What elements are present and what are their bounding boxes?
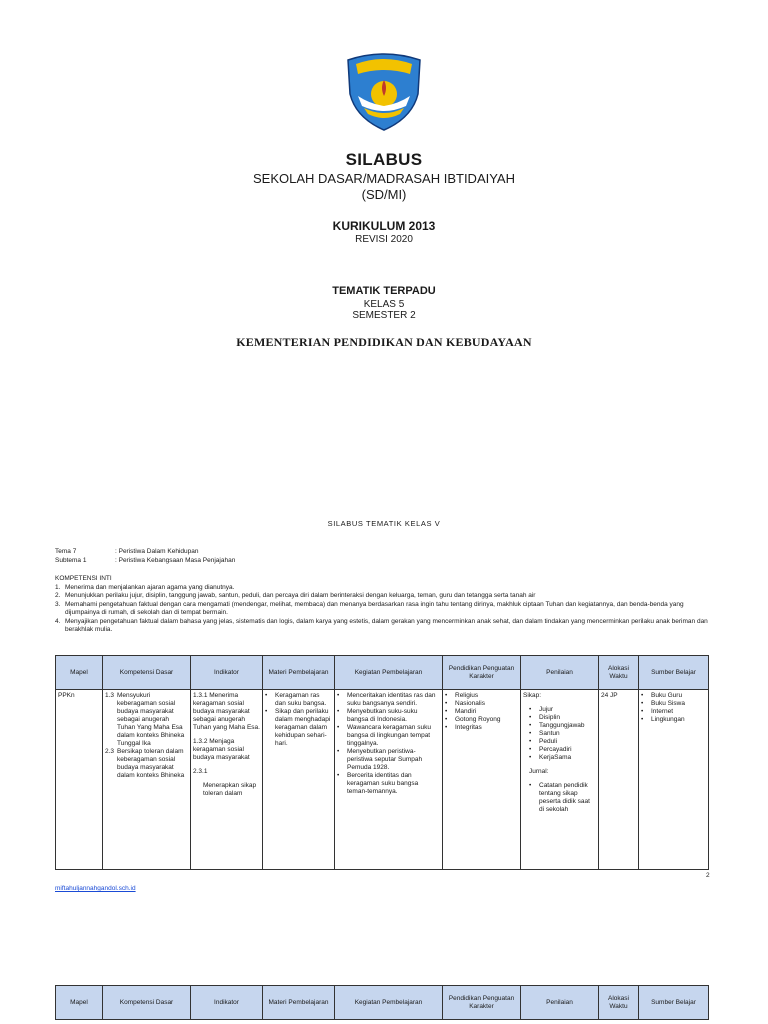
header-karakter: Pendidikan Penguatan Karakter <box>443 656 521 690</box>
school-level: SEKOLAH DASAR/MADRASAH IBTIDAIYAH <box>253 171 515 186</box>
subtheme-value: : Peristiwa Kebangsaan Masa Penjajahan <box>115 556 236 564</box>
header-kompetensi-dasar: Kompetensi Dasar <box>103 986 191 1020</box>
core-competency-item: 1. Menerima dan menjalankan ajaran agama yang dianutnya. <box>55 583 235 591</box>
cell-penilaian: Sikap: • Jujur • Disiplin • Tanggungjawab • Santun • Peduli • Percayadiri • KerjaSama Jurnal: • Catatan pendidik tentang sikap peserta didik saat di sekolah <box>521 690 599 870</box>
theme-value: : Peristiwa Dalam Kehidupan <box>115 548 199 555</box>
header-alokasi: Alokasi Waktu <box>599 656 639 690</box>
header-sumber: Sumber Belajar <box>639 986 709 1020</box>
syllabus-table <box>55 655 709 870</box>
theme-label: Tema 7 <box>55 548 77 555</box>
header-penilaian: Penilaian <box>521 986 599 1020</box>
theme-info <box>55 548 415 565</box>
syllabus-table-continued <box>55 985 709 1020</box>
cell-sumber: • Buku Guru • Buku Siswa • Internet • Lingkungan <box>639 690 709 870</box>
page-number: 2 <box>706 872 710 879</box>
table-header-row <box>56 986 709 1020</box>
subtheme-label: Subtema 1 <box>55 556 87 564</box>
header-kompetensi-dasar: Kompetensi Dasar <box>103 656 191 690</box>
header-mapel: Mapel <box>56 656 103 690</box>
school-abbreviation: (SD/MI) <box>361 187 407 202</box>
header-materi: Materi Pembelajaran <box>263 656 335 690</box>
header-kegiatan: Kegiatan Pembelajaran <box>335 986 443 1020</box>
cell-kegiatan: • Menceritakan identitas ras dan suku bangsanya sendiri. • Menyebutkan suku-suku bangsa di Indonesia. • Wawancara keragaman suku bangsa di lingkungan tempat tinggalnya. • Menyebutkan peristiwa-peristiwa seputar Sumpah Pemuda 1928. • Bercerita identitas dan keragaman suku bangsa teman-temannya. <box>335 690 443 870</box>
curriculum-title: KURIKULUM 2013 <box>332 219 436 233</box>
ministry-logo <box>340 46 428 134</box>
header-mapel: Mapel <box>56 986 103 1020</box>
syllabus-heading: SILABUS TEMATIK KELAS V <box>327 519 441 528</box>
grade-label: KELAS 5 <box>363 299 405 310</box>
header-indikator: Indikator <box>191 656 263 690</box>
table-row <box>56 690 709 870</box>
footer-website-link[interactable]: miftahuljannahgandol.sch.id <box>55 885 136 892</box>
header-indikator: Indikator <box>191 986 263 1020</box>
cell-materi: • Keragaman ras dan suku bangsa. • Sikap dan perilaku dalam menghadapi keragaman dalam kehidupan sehari-hari. <box>263 690 335 870</box>
core-competency-item: 2. Menunjukkan perilaku jujur, disiplin, tanggung jawab, santun, peduli, dan percaya diri dalam berinteraksi dengan keluarga, teman, guru dan tetangga serta tanah air <box>55 592 536 599</box>
core-competency-item: 4. Menyajikan pengetahuan faktual dalam bahasa yang jelas, sistematis dan logis, dalam karya yang estetis, dalam gerakan yang mencerminkan anak sehat, dan dalam tindakan yang mencerminkan perilaku anak beriman dan berakhlak mulia. <box>55 617 708 633</box>
header-penilaian: Penilaian <box>521 656 599 690</box>
semester-label: SEMESTER 2 <box>352 310 416 321</box>
cell-kompetensi-dasar: 1.3 Mensyukuri keberagaman sosial budaya masyarakat sebagai anugerah Tuhan Yang Maha Esa dalam konteks Bhineka Tunggal Ika 2.3 Bersikap toleran dalam keberagaman sosial budaya masyarakat dalam konteks Bhineka <box>103 690 191 870</box>
subject-title: TEMATIK TERPADU <box>332 285 436 297</box>
ministry-name: KEMENTERIAN PENDIDIKAN DAN KEBUDAYAAN <box>236 335 532 349</box>
core-competencies <box>55 575 715 635</box>
document-title: SILABUS <box>345 150 423 169</box>
header-kegiatan: Kegiatan Pembelajaran <box>335 656 443 690</box>
header-karakter: Pendidikan Penguatan Karakter <box>443 986 521 1020</box>
header-alokasi: Alokasi Waktu <box>599 986 639 1020</box>
revision-label: REVISI 2020 <box>355 234 413 245</box>
core-competency-item: 3. Memahami pengetahuan faktual dengan cara mengamati (mendengar, melihat, membaca) dan menanya berdasarkan rasa ingin tahu tentang dirinya, makhluk ciptaan Tuhan dan kegiatannya, dan benda-benda yang dijumpainya di rumah, di sekolah dan di tempat bermain. <box>55 600 684 616</box>
table-header-row <box>56 656 709 690</box>
cell-karakter: • Religius • Nasionalis • Mandiri • Gotong Royong • Integritas <box>443 690 521 870</box>
header-sumber: Sumber Belajar <box>639 656 709 690</box>
core-competencies-title: KOMPETENSI INTI <box>55 575 112 582</box>
cell-alokasi: 24 JP <box>599 690 639 870</box>
cell-mapel: PPKn <box>56 690 103 870</box>
cell-indikator: 1.3.1 Menerima keragaman sosial budaya masyarakat sebagai anugerah Tuhan yang Maha Esa. 1.3.2 Menjaga keragaman sosial budaya masyarakat 2.3.1 Menerapkan sikap toleran dalam <box>191 690 263 870</box>
header-materi: Materi Pembelajaran <box>263 986 335 1020</box>
